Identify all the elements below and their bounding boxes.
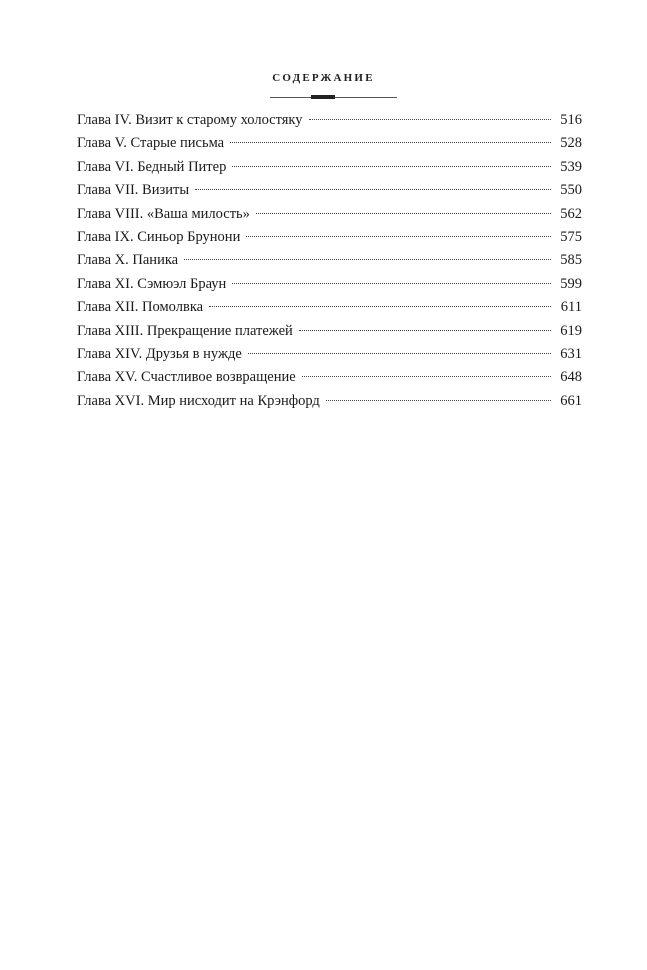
page-number: 619 — [560, 322, 582, 339]
page-number: 599 — [560, 275, 582, 292]
chapter-title: Глава XI. Сэмюэл Браун — [77, 275, 227, 292]
page-number: 661 — [560, 392, 582, 409]
toc-entry — [77, 112, 582, 135]
dot-leader — [232, 166, 551, 167]
toc-heading: СОДЕРЖАНИЕ — [272, 72, 375, 84]
toc-entry — [77, 393, 582, 416]
toc-entry — [77, 159, 582, 182]
toc-entry — [77, 206, 582, 229]
toc-entry — [77, 299, 582, 322]
dot-leader — [248, 353, 551, 354]
page-number: 516 — [560, 112, 582, 128]
chapter-title: Глава VI. Бедный Питер — [77, 158, 227, 175]
chapter-title: Глава X. Паника — [77, 252, 179, 269]
dot-leader — [302, 376, 551, 377]
dot-leader — [326, 400, 551, 401]
page-number: 550 — [560, 182, 582, 199]
toc-entry — [77, 323, 582, 346]
dot-leader — [246, 236, 551, 237]
toc-entry — [77, 369, 582, 392]
page-number: 562 — [560, 205, 582, 222]
dot-leader — [232, 283, 551, 284]
dot-leader — [209, 306, 551, 307]
toc-entry — [77, 276, 582, 299]
page-number: 585 — [560, 252, 582, 269]
chapter-title: Глава XII. Помолвка — [77, 299, 204, 316]
page-number: 575 — [560, 228, 582, 245]
page-number: 631 — [560, 345, 582, 362]
page-number: 648 — [560, 369, 582, 386]
toc-entry — [77, 229, 582, 252]
chapter-title: Глава XIII. Прекращение платежей — [77, 322, 293, 339]
dot-leader — [230, 142, 551, 143]
page-number: 611 — [560, 299, 582, 316]
chapter-title: Глава VII. Визиты — [77, 182, 190, 199]
chapter-title: Глава XIV. Друзья в нужде — [77, 345, 242, 362]
chapter-title: Глава XVI. Мир нисходит на Крэнфорд — [77, 392, 320, 409]
table-of-contents — [77, 112, 582, 416]
chapter-title: Глава XV. Счастливое возвращение — [77, 369, 296, 386]
dot-leader — [299, 330, 551, 331]
dot-leader — [256, 213, 551, 214]
heading-rule-ornament — [311, 95, 335, 99]
toc-entry — [77, 135, 582, 158]
chapter-title: Глава VIII. «Ваша милость» — [77, 205, 250, 222]
page-number: 528 — [560, 135, 582, 152]
page-number: 539 — [560, 158, 582, 175]
dot-leader — [195, 189, 551, 190]
toc-entry — [77, 346, 582, 369]
dot-leader — [184, 259, 551, 260]
chapter-title: Глава V. Старые письма — [77, 135, 225, 152]
chapter-title: Глава IV. Визит к старому холостяку — [77, 112, 303, 128]
toc-entry — [77, 182, 582, 205]
dot-leader — [309, 119, 551, 120]
toc-entry — [77, 252, 582, 275]
chapter-title: Глава IX. Синьор Брунони — [77, 228, 241, 245]
